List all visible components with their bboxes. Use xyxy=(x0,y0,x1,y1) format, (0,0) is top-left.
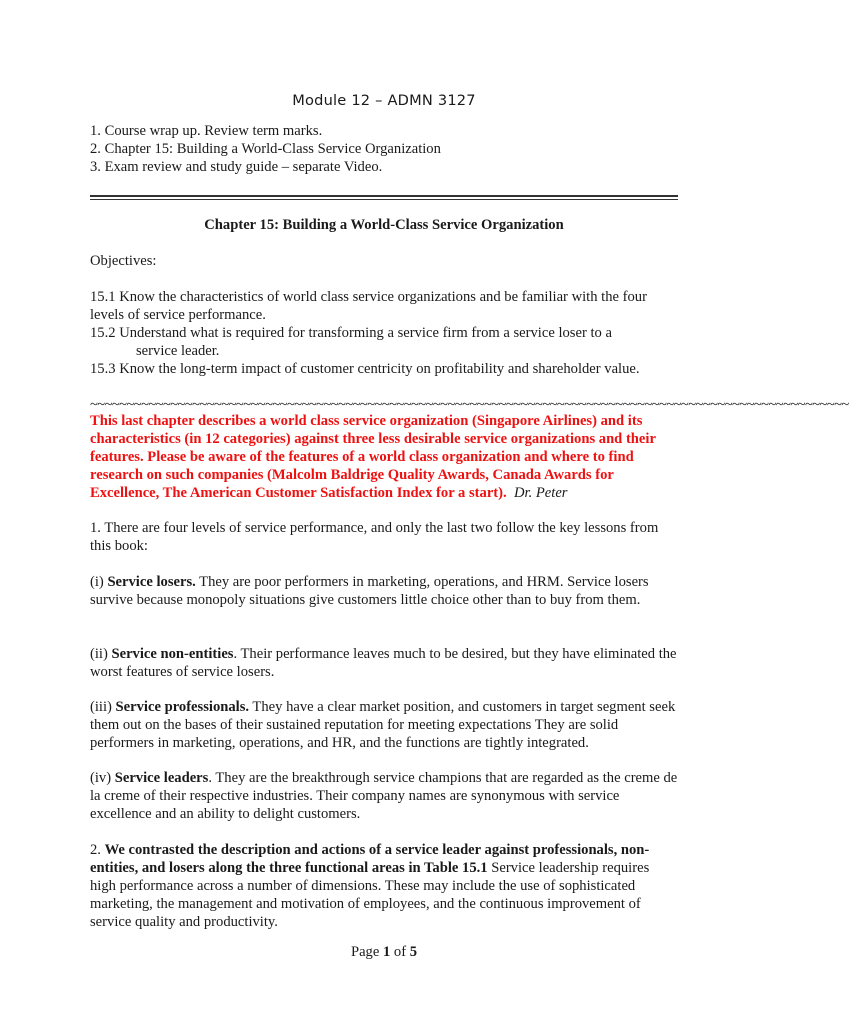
of-word: of xyxy=(390,944,410,960)
page-footer xyxy=(90,943,678,961)
item-text: They have a clear market position, and customers in target segment seek them out on the bases of their sustained reputation for meeting expectations They are solid performers in marketing, operations, and HR, and the functions are tightly integrated. xyxy=(90,699,676,751)
term-service-professionals: Service professionals. xyxy=(115,699,250,715)
total-pages-number: 5 xyxy=(409,944,418,960)
item-prefix: (i) xyxy=(90,574,108,590)
service-losers-paragraph xyxy=(90,573,678,609)
instructor-signature: Dr. Peter xyxy=(513,485,568,501)
objective-item: 15.3 Know the long-term impact of customer centricity on profitability and shareholder value. xyxy=(90,361,640,377)
service-leaders-paragraph xyxy=(90,769,678,823)
module-title: Module 12 – ADMN 3127 xyxy=(292,92,476,109)
objectives-label: Objectives: xyxy=(90,253,157,269)
page-word: Page xyxy=(350,944,383,960)
term-service-losers: Service losers. xyxy=(107,574,196,590)
instructor-note xyxy=(90,412,678,502)
agenda-item: 1. Course wrap up. Review term marks. xyxy=(90,123,323,139)
double-rule-divider xyxy=(90,195,678,200)
item-prefix: (iv) xyxy=(90,770,115,786)
term-service-non-entities: Service non-entities xyxy=(111,646,234,662)
instructor-note-text: This last chapter describes a world class service organization (Singapore Airlines) and its characteristics (in 12 categories) against three less desirable service organizations and their features. Please be aware of the features of a world class organization and where to find research on such companies (Malcolm Baldrige Quality Awards, Canada Awards for Excellence, The American Customer Satisfaction Index for a start). xyxy=(90,413,656,501)
agenda-item: 2. Chapter 15: Building a World-Class Service Organization xyxy=(90,141,441,157)
agenda-list xyxy=(90,122,678,176)
objective-item: 15.2 Understand what is required for transforming a service firm from a service loser to a xyxy=(90,325,612,341)
item-text: They are poor performers in marketing, operations, and HRM. Service losers survive because monopoly situations give customers little choice other than to buy from them. xyxy=(90,574,649,608)
table-15-1-statement: We contrasted the description and actions of a service leader against professionals, non-entities, and losers along the three functional areas in Table 15.1 xyxy=(90,842,650,876)
item-prefix: (ii) xyxy=(90,646,112,662)
objectives-list xyxy=(90,288,678,378)
levels-intro-paragraph: 1. There are four levels of service performance, and only the last two follow the key lessons from this book: xyxy=(90,520,659,554)
term-service-leaders: Service leaders xyxy=(114,770,209,786)
service-professionals-paragraph xyxy=(90,698,678,752)
item-prefix: (iii) xyxy=(90,699,116,715)
item-text: . Their performance leaves much to be desired, but they have eliminated the worst features of service losers. xyxy=(90,646,677,680)
objective-item: 15.1 Know the characteristics of world class service organizations and be familiar with the four levels of service performance. xyxy=(90,289,647,323)
chapter-heading: Chapter 15: Building a World-Class Service Organization xyxy=(204,217,564,233)
item-text: Service leadership requires high performance across a number of dimensions. These may include the use of sophisticated marketing, the management and motivation of employees, and the continuous improvement of service quality and productivity. xyxy=(90,860,650,930)
table-15-1-paragraph xyxy=(90,841,678,931)
item-prefix: 2. xyxy=(90,842,105,858)
tilde-separator: ~~~~~~~~~~~~~~~~~~~~~~~~~~~~~~~~~~~~~~~~~~~~~~~~~~~~~~~~~~~~~~~~~~~~~~~~~~~~~~~~~~~~~~~~~~~~~~~~~~~~~~~~ xyxy=(90,397,849,413)
agenda-item: 3. Exam review and study guide – separate Video. xyxy=(90,159,383,175)
objective-item-continuation: service leader. xyxy=(136,343,220,359)
current-page-number: 1 xyxy=(382,944,391,960)
service-non-entities-paragraph xyxy=(90,645,678,681)
item-text: . They are the breakthrough service champions that are regarded as the creme de la creme of their respective industries. Their company names are synonymous with service excellence and an ability to delight customers. xyxy=(90,770,678,822)
